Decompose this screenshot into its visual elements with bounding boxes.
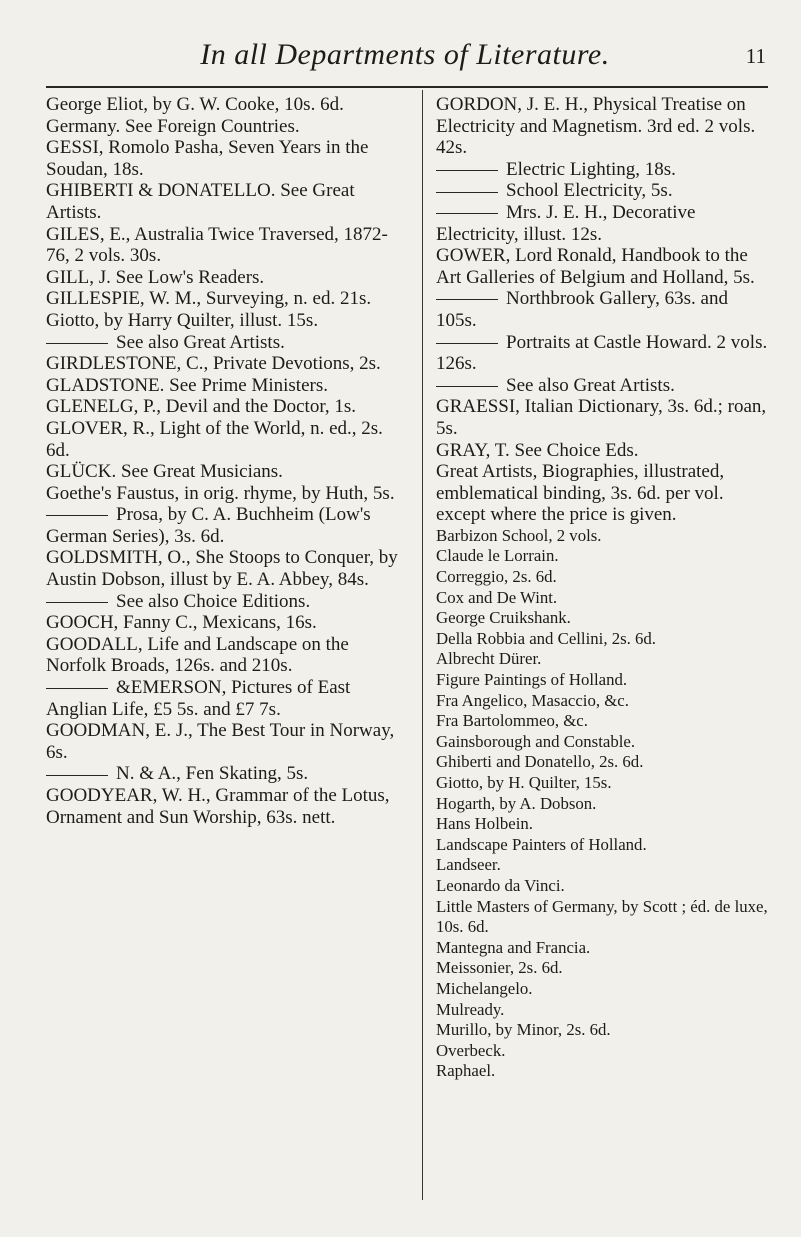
entry-goodall: GOODALL, Life and Landscape on the Norfolk Broads, 126s. and 210s. — [46, 633, 349, 677]
entry-ghiberti-donatello: GHIBERTI & DONATELLO. See Great Artists. — [46, 180, 355, 223]
header-rule — [46, 86, 768, 88]
entry-great-artists: Great Artists, Biographies, illustrated, emblematical binding, 3s. 6d. per vol. except where the price is given. — [436, 461, 725, 526]
entry-gordon-lighting — [436, 159, 770, 181]
ditto-dash — [46, 602, 108, 603]
ditto-dash — [436, 299, 498, 300]
list-item: George Cruikshank. — [436, 608, 571, 628]
list-item: Claude le Lorrain. — [436, 546, 559, 566]
right-column — [436, 94, 770, 1082]
entry-goldsmith: GOLDSMITH, O., She Stoops to Conquer, by Austin Dobson, illust by E. A. Abbey, 84s. — [46, 547, 398, 591]
entry-glenelg: GLENELG, P., Devil and the Doctor, 1s. — [46, 396, 357, 418]
list-item: Fra Angelico, Masaccio, &c. — [436, 690, 629, 710]
entry-text: Northbrook Gallery, 63s. and 105s. — [436, 288, 728, 331]
list-item: Mantegna and Francia. — [436, 937, 591, 957]
entry-glover: GLOVER, R., Light of the World, n. ed., 2s. 6d. — [46, 417, 383, 461]
entry-germany: Germany. See Foreign Countries. — [46, 115, 300, 137]
list-item: Della Robbia and Cellini, 2s. 6d. — [436, 628, 656, 648]
entry-gray: GRAY, T. See Choice Eds. — [436, 439, 639, 461]
entry-text: School Electricity, 5s. — [506, 180, 673, 202]
list-item: Little Masters of Germany, by Scott ; éd. de luxe, 10s. 6d. — [436, 896, 768, 937]
list-item: Michelangelo. — [436, 978, 533, 998]
entry-giles: GILES, E., Australia Twice Traversed, 1872-76, 2 vols. 30s. — [46, 223, 388, 267]
entry-gordon: GORDON, J. E. H., Physical Treatise on Electricity and Magnetism. 3rd ed. 2 vols. 42s. — [436, 94, 756, 159]
entry-gluck: GLÜCK. See Great Musicians. — [46, 461, 283, 483]
list-item: Figure Paintings of Holland. — [436, 670, 628, 690]
list-item: Albrecht Dürer. — [436, 649, 542, 669]
entry-gower-northbrook — [436, 288, 770, 331]
ditto-dash — [436, 343, 498, 344]
entry-text: &EMERSON, Pictures of East Anglian Life, £5 5s. and £7 7s. — [46, 677, 351, 720]
entry-graessi: GRAESSI, Italian Dictionary, 3s. 6d.; roan, 5s. — [436, 396, 767, 439]
ditto-dash — [46, 515, 108, 516]
page-number: 11 — [745, 44, 766, 68]
entry-gower: GOWER, Lord Ronald, Handbook to the Art Galleries of Belgium and Holland, 5s. — [436, 245, 755, 288]
ditto-dash — [436, 192, 498, 193]
entry-george-eliot: George Eliot, by G. W. Cooke, 10s. 6d. — [46, 94, 344, 115]
list-item: Cox and De Wint. — [436, 587, 558, 607]
ditto-dash — [436, 386, 498, 387]
list-item: Meissonier, 2s. 6d. — [436, 958, 563, 978]
entry-goethe-prosa — [46, 504, 406, 547]
entry-gower-portraits — [436, 332, 770, 375]
entry-gessi: GESSI, Romolo Pasha, Seven Years in the Soudan, 18s. — [46, 137, 369, 180]
entry-goodyear: GOODYEAR, W. H., Grammar of the Lotus, Ornament and Sun Worship, 63s. nett. — [46, 785, 390, 828]
list-item: Hans Holbein. — [436, 814, 533, 834]
list-item: Giotto, by H. Quilter, 15s. — [436, 773, 612, 792]
entry-gordon-school — [436, 180, 770, 202]
entry-text: Prosa, by C. A. Buchheim (Low's German Series), 3s. 6d. — [46, 504, 371, 547]
list-item: Barbizon School, 2 vols. — [436, 525, 602, 545]
entry-gill: GILL, J. See Low's Readers. — [46, 266, 265, 288]
running-title: In all Departments of Literature. — [200, 38, 610, 71]
entry-girdlestone: GIRDLESTONE, C., Private Devotions, 2s. — [46, 353, 381, 375]
entry-goethe-faustus: Goethe's Faustus, in orig. rhyme, by Huth, 5s. — [46, 482, 395, 504]
list-item: Ghiberti and Donatello, 2s. 6d. — [436, 752, 644, 772]
entry-gordon-mrs — [436, 202, 770, 245]
list-item: Murillo, by Minor, 2s. 6d. — [436, 1020, 611, 1040]
entry-text: See also Great Artists. — [116, 331, 285, 353]
list-item: Leonardo da Vinci. — [436, 875, 565, 895]
list-item: Gainsborough and Constable. — [436, 731, 636, 751]
entry-goodall-emerson — [46, 677, 406, 720]
entry-giotto-see-also — [46, 332, 406, 354]
ditto-dash — [46, 688, 108, 689]
entry-text: Electric Lighting, 18s. — [506, 158, 676, 180]
entry-gladstone: GLADSTONE. See Prime Ministers. — [46, 374, 328, 396]
list-item: Landscape Painters of Holland. — [436, 834, 647, 854]
column-divider — [422, 90, 423, 1200]
entry-text: See also Choice Editions. — [116, 590, 311, 612]
entry-goodman-na — [46, 763, 406, 785]
entry-goldsmith-see-also — [46, 591, 406, 613]
great-artists-list — [436, 526, 770, 1082]
entry-text: N. & A., Fen Skating, 5s. — [116, 763, 309, 785]
entry-text: Portraits at Castle Howard. 2 vols. 126s. — [436, 331, 768, 375]
entry-text: Mrs. J. E. H., Decorative Electricity, illust. 12s. — [436, 201, 696, 245]
list-item: Correggio, 2s. 6d. — [436, 567, 557, 587]
list-item: Landseer. — [436, 855, 501, 875]
list-item: Mulready. — [436, 999, 505, 1019]
list-item: Overbeck. — [436, 1040, 506, 1060]
entry-gillespie: GILLESPIE, W. M., Surveying, n. ed. 21s. — [46, 288, 372, 310]
entry-goodman: GOODMAN, E. J., The Best Tour in Norway, 6s. — [46, 720, 395, 763]
list-item: Hogarth, by A. Dobson. — [436, 793, 597, 813]
ditto-dash — [436, 170, 498, 171]
entry-gower-see-also — [436, 375, 770, 397]
ditto-dash — [46, 343, 108, 344]
ditto-dash — [46, 775, 108, 776]
left-column — [46, 94, 406, 828]
ditto-dash — [436, 213, 498, 214]
list-item: Fra Bartolommeo, &c. — [436, 711, 588, 731]
entry-giotto: Giotto, by Harry Quilter, illust. 15s. — [46, 309, 319, 331]
entry-gooch: GOOCH, Fanny C., Mexicans, 16s. — [46, 612, 317, 634]
list-item: Raphael. — [436, 1061, 496, 1081]
entry-text: See also Great Artists. — [506, 374, 675, 396]
page-header — [40, 20, 770, 70]
